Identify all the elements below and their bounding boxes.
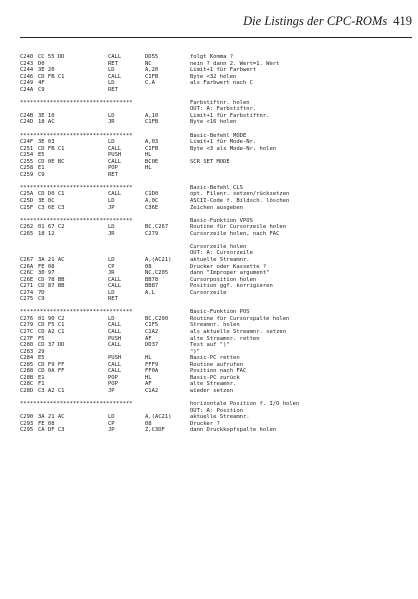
mnemonic: CALL	[108, 191, 122, 198]
assembly-listing	[20, 54, 412, 434]
operand: A,L	[145, 289, 155, 296]
running-header	[20, 14, 412, 34]
operand: AF	[145, 335, 152, 342]
separator-stars: **********************************	[20, 309, 133, 316]
comment: opt. Filenr. setzen/rücksetzen	[190, 191, 290, 198]
address: C255	[20, 158, 34, 165]
comment: Routine aufrufen	[190, 361, 243, 368]
opcode-bytes: FE 08	[38, 420, 55, 427]
address: C26A	[20, 263, 34, 270]
mnemonic: LD	[108, 224, 115, 231]
address: C254	[20, 152, 34, 159]
operand: A,(AC21)	[145, 256, 172, 263]
opcode-bytes: 18 AC	[38, 119, 55, 126]
opcode-bytes: CD F5 C1	[38, 322, 65, 329]
mnemonic: LD	[108, 80, 115, 87]
mnemonic: CALL	[108, 361, 122, 368]
mnemonic: CALL	[108, 342, 122, 349]
comment: wieder setzen	[190, 387, 234, 394]
mnemonic: LD	[108, 198, 115, 205]
mnemonic: JP	[108, 204, 115, 211]
comment: SCR SET MODE	[190, 158, 230, 165]
mnemonic: CALL	[108, 73, 122, 80]
opcode-bytes: 01 90 C2	[38, 315, 65, 322]
comment: Routine für Cursorzeile holen	[190, 224, 287, 231]
comment: Cursorposition holen	[190, 276, 257, 283]
address: C275	[20, 296, 34, 303]
operand: FFF9	[145, 361, 159, 368]
opcode-bytes: CD 0E BC	[38, 158, 65, 165]
operand: BC0E	[145, 158, 159, 165]
separator-stars: **********************************	[20, 217, 133, 224]
mnemonic: JR	[108, 119, 115, 126]
operand: A,0C	[145, 198, 159, 205]
mnemonic: POP	[108, 165, 118, 172]
operand: BB78	[145, 276, 159, 283]
operand: Z,C3DF	[145, 427, 165, 434]
opcode-bytes: 3E 0C	[38, 198, 55, 205]
mnemonic: JR	[108, 270, 115, 277]
operand: HL	[145, 152, 152, 159]
address: C28D	[20, 387, 34, 394]
address: C259	[20, 171, 34, 178]
mnemonic: LD	[108, 67, 115, 74]
separator-stars: **********************************	[20, 184, 133, 191]
operand: BC,C267	[145, 224, 169, 231]
comment: Position nach FAC	[190, 368, 247, 375]
comment: Test auf ")"	[190, 342, 230, 349]
address: C271	[20, 283, 34, 290]
opcode-bytes: D0	[38, 60, 45, 67]
mnemonic: LD	[108, 139, 115, 146]
operand: A,10	[145, 112, 159, 119]
mnemonic: PUSH	[108, 152, 122, 159]
mnemonic: CALL	[108, 328, 122, 335]
address: C25A	[20, 191, 34, 198]
operand: C1A2	[145, 328, 159, 335]
address: C251	[20, 145, 34, 152]
opcode-bytes: 3E 20	[38, 67, 55, 74]
mnemonic: CP	[108, 263, 115, 270]
mnemonic: RET	[108, 296, 118, 303]
operand: AF	[145, 381, 152, 388]
mnemonic: CALL	[108, 158, 122, 165]
comment: Drucker oder Kassette ?	[190, 263, 267, 270]
mnemonic: CALL	[108, 276, 122, 283]
opcode-bytes: 29	[38, 348, 45, 355]
comment: Limit+1 für Farbwert	[190, 67, 257, 74]
running-header-title: Die Listings der CPC-ROMs	[243, 14, 388, 28]
opcode-bytes: E1	[38, 374, 45, 381]
mnemonic: CALL	[108, 283, 122, 290]
address: C279	[20, 322, 34, 329]
mnemonic: LD	[108, 315, 115, 322]
operand: A,(AC21)	[145, 414, 172, 421]
address: C28B	[20, 374, 34, 381]
opcode-bytes: C9	[38, 86, 45, 93]
operand: HL	[145, 165, 152, 172]
operand: C1FB	[145, 119, 159, 126]
comment: Cursorzeile holen	[190, 243, 247, 250]
address: C283	[20, 348, 34, 355]
opcode-bytes: F1	[38, 381, 45, 388]
opcode-bytes: 3A 21 AC	[38, 256, 65, 263]
comment: alte Streamnr. retten	[190, 335, 260, 342]
address: C280	[20, 342, 34, 349]
address: C284	[20, 355, 34, 362]
opcode-bytes: CC 55 DD	[38, 54, 65, 60]
address: C28C	[20, 381, 34, 388]
comment: als aktuelle Streamnr. setzen	[190, 328, 287, 335]
operand: NC,C205	[145, 270, 169, 277]
section-title: Basic-Funktion POS	[190, 309, 250, 316]
address: C285	[20, 361, 34, 368]
separator-stars: **********************************	[20, 400, 133, 407]
comment: OUT: A: Farbstiftnr.	[190, 106, 257, 113]
address: C293	[20, 420, 34, 427]
address: C26E	[20, 276, 34, 283]
address: C288	[20, 368, 34, 375]
section-title: Farbstiftnr. holen	[190, 99, 250, 106]
section-title: horizontale Position f. I/O holen	[190, 400, 300, 407]
mnemonic: CALL	[108, 322, 122, 329]
address: C27C	[20, 328, 34, 335]
mnemonic: RET	[108, 86, 118, 93]
mnemonic: POP	[108, 374, 118, 381]
opcode-bytes: E5	[38, 355, 45, 362]
address: C243	[20, 60, 34, 67]
section-title: Basic-Funktion VPOS	[190, 217, 253, 224]
operand: BC,C290	[145, 315, 169, 322]
opcode-bytes: 7D	[38, 289, 45, 296]
address: C290	[20, 414, 34, 421]
comment: aktuelle Streamnr.	[190, 414, 250, 421]
address: C249	[20, 80, 34, 87]
comment: ")"	[190, 348, 200, 355]
address: C24A	[20, 86, 34, 93]
operand: C36E	[145, 204, 159, 211]
operand: 08	[145, 420, 152, 427]
address: C276	[20, 315, 34, 322]
header-rule	[20, 37, 412, 38]
address: C24F	[20, 139, 34, 146]
mnemonic: JP	[108, 387, 115, 394]
comment: ASCII-Code f. Bildsch. löschen	[190, 198, 290, 205]
address: C27F	[20, 335, 34, 342]
comment: Byte <32 holen	[190, 73, 237, 80]
comment: Zeichen ausgeben	[190, 204, 243, 211]
comment: Cursorzeile	[190, 289, 227, 296]
listing-line	[20, 427, 412, 434]
mnemonic: PUSH	[108, 335, 122, 342]
comment: Streamnr. holen	[190, 322, 240, 329]
comment: Routine für Cursorspalte holen	[190, 315, 290, 322]
comment: dann Druckkopfspalte holen	[190, 427, 277, 434]
comment: Drucker ?	[190, 420, 220, 427]
operand: A,03	[145, 139, 159, 146]
operand: BB87	[145, 283, 159, 290]
opcode-bytes: 3E 10	[38, 112, 55, 119]
operand: HL	[145, 355, 152, 362]
address: C246	[20, 73, 34, 80]
comment: Basic-PC retten	[190, 355, 240, 362]
section-title: Basic-Befehl CLS	[190, 184, 243, 191]
operand: DD37	[145, 342, 159, 349]
opcode-bytes: 30 97	[38, 270, 55, 277]
opcode-bytes: C3 A2 C1	[38, 387, 65, 394]
address: C244	[20, 67, 34, 74]
opcode-bytes: CD 78 BB	[38, 276, 65, 283]
address: C262	[20, 224, 34, 231]
comment: Limit+1 für Farbstiftnr.	[190, 112, 270, 119]
operand: C1FB	[145, 73, 159, 80]
opcode-bytes: E1	[38, 165, 45, 172]
opcode-bytes: 18 12	[38, 230, 55, 237]
comment: OUT: A: Position	[190, 407, 243, 414]
opcode-bytes: CD FB C1	[38, 73, 65, 80]
address: C240	[20, 54, 34, 60]
comment: Limit+1 für Mode-Nr.	[190, 139, 257, 146]
section-title: Basic-Befehl MODE	[190, 132, 247, 139]
opcode-bytes: CD D0 C1	[38, 191, 65, 198]
opcode-bytes: 4F	[38, 80, 45, 87]
operand: C1FB	[145, 145, 159, 152]
mnemonic: PUSH	[108, 355, 122, 362]
comment: dann "Improper argument"	[190, 270, 270, 277]
operand: C,A	[145, 80, 155, 87]
mnemonic: CALL	[108, 145, 122, 152]
mnemonic: LD	[108, 289, 115, 296]
address: C25F	[20, 204, 34, 211]
address: C267	[20, 256, 34, 263]
opcode-bytes: C9	[38, 296, 45, 303]
mnemonic: LD	[108, 256, 115, 263]
comment: Byte <3 als Mode-Nr. holen	[190, 145, 277, 152]
comment: OUT: A: Cursorzeile	[190, 250, 253, 257]
mnemonic: LD	[108, 112, 115, 119]
opcode-bytes: CD A2 C1	[38, 328, 65, 335]
comment: folgt Komma ?	[190, 54, 234, 60]
comment: Byte <16 holen	[190, 119, 237, 126]
opcode-bytes: 3E 03	[38, 139, 55, 146]
opcode-bytes: CD 37 DD	[38, 342, 65, 349]
opcode-bytes: CD FB C1	[38, 145, 65, 152]
address: C295	[20, 427, 34, 434]
address: C274	[20, 289, 34, 296]
comment: aktuelle Streamnr.	[190, 256, 250, 263]
opcode-bytes: CD 87 BB	[38, 283, 65, 290]
opcode-bytes: CD 0A FF	[38, 368, 65, 375]
mnemonic: CALL	[108, 54, 122, 60]
page-number: 419	[393, 14, 412, 28]
comment: als Farbwert nach C	[190, 80, 253, 87]
operand: C1A2	[145, 387, 159, 394]
address: C258	[20, 165, 34, 172]
operand: C1D0	[145, 191, 159, 198]
mnemonic: CP	[108, 420, 115, 427]
address: C25D	[20, 198, 34, 205]
mnemonic: JP	[108, 427, 115, 434]
mnemonic: POP	[108, 381, 118, 388]
address: C24B	[20, 112, 34, 119]
opcode-bytes: CA DF C3	[38, 427, 65, 434]
operand: C279	[145, 230, 159, 237]
mnemonic: CALL	[108, 368, 122, 375]
opcode-bytes: CD F9 FF	[38, 361, 65, 368]
opcode-bytes: E5	[38, 152, 45, 159]
comment: alte Streamnr.	[190, 381, 237, 388]
operand: FF0A	[145, 368, 159, 375]
opcode-bytes: F5	[38, 335, 45, 342]
operand: HL	[145, 374, 152, 381]
address: C24D	[20, 119, 34, 126]
operand: C1F5	[145, 322, 159, 329]
opcode-bytes: 01 67 C2	[38, 224, 65, 231]
mnemonic: JR	[108, 230, 115, 237]
mnemonic: RET	[108, 171, 118, 178]
separator-stars: **********************************	[20, 99, 133, 106]
address: C265	[20, 230, 34, 237]
opcode-bytes: FE 08	[38, 263, 55, 270]
separator-stars: **********************************	[20, 132, 133, 139]
operand: A,20	[145, 67, 159, 74]
mnemonic: RET	[108, 60, 118, 67]
mnemonic: LD	[108, 414, 115, 421]
opcode-bytes: C3 6E C3	[38, 204, 65, 211]
operand: 08	[145, 263, 152, 270]
opcode-bytes: 3A 21 AC	[38, 414, 65, 421]
comment: nein ? dann 2. Wert=1. Wert	[190, 60, 280, 67]
address: C26C	[20, 270, 34, 277]
operand: NC	[145, 60, 152, 67]
comment: Position ggf. korrigieren	[190, 283, 273, 290]
comment: Basic-PC zurück	[190, 374, 240, 381]
operand: DD55	[145, 54, 159, 60]
opcode-bytes: C9	[38, 171, 45, 178]
comment: Cursorzeile holen, nach FAC	[190, 230, 280, 237]
